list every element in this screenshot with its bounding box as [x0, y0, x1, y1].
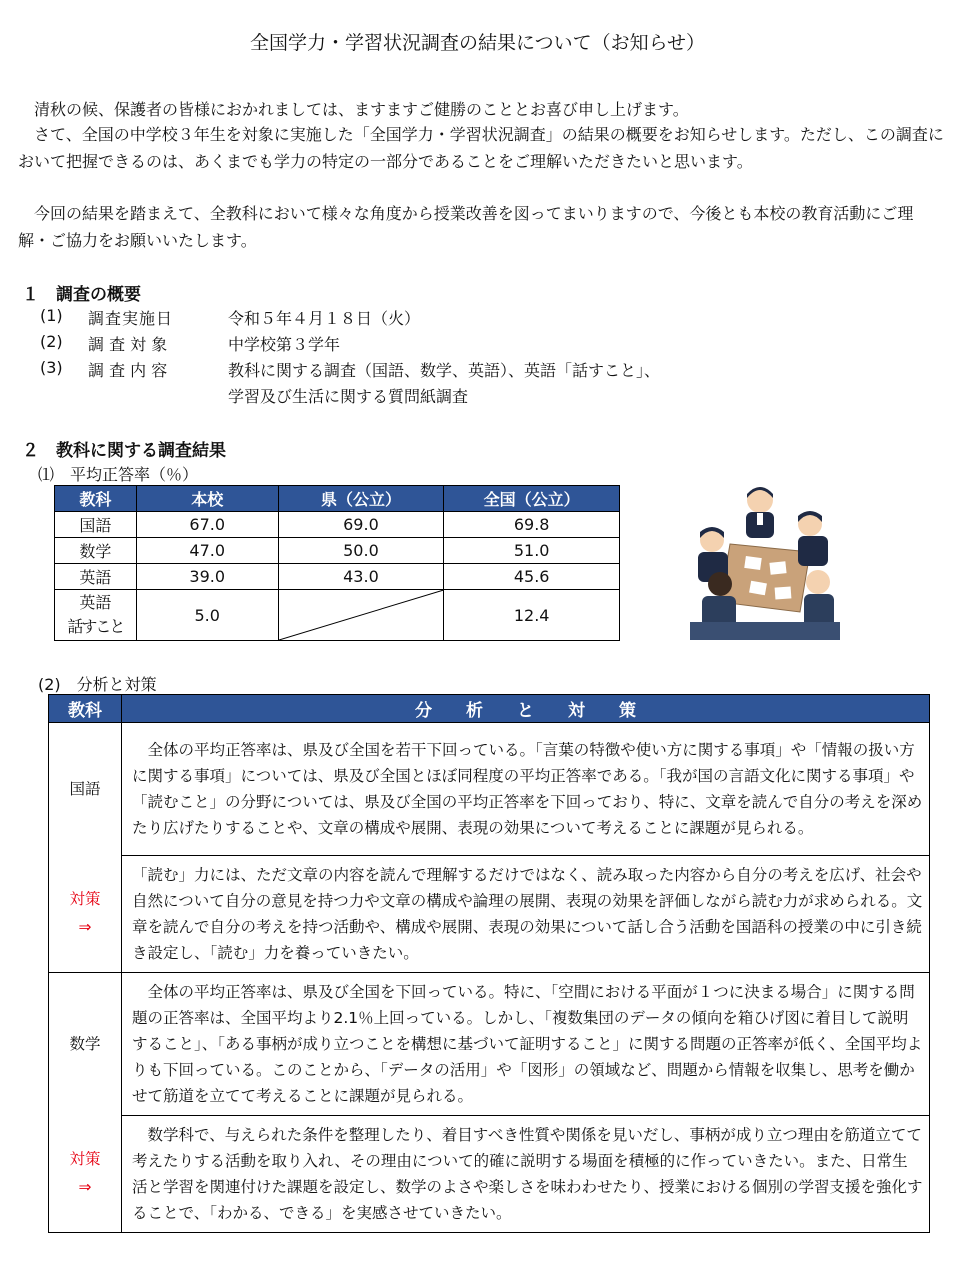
- table-row: [55, 590, 620, 641]
- header-subject: 教科: [49, 695, 122, 723]
- diagonal-slash-icon: [279, 590, 444, 640]
- table-row: [55, 538, 620, 564]
- subject-cell: 英語: [55, 564, 137, 590]
- overview-item-3-value2: 学習及び生活に関する質問紙調査: [228, 387, 469, 406]
- school-score: 5.0: [136, 590, 278, 641]
- score-table: [54, 485, 620, 641]
- section2-heading: ２ 教科に関する調査結果: [22, 441, 226, 461]
- school-score: 47.0: [136, 538, 278, 564]
- header-nation: 全国（公立）: [444, 486, 620, 512]
- subject-cell: 国語: [49, 723, 122, 856]
- overview-item-1-label: 調査実施日: [88, 309, 174, 328]
- score-table-header: [55, 486, 620, 512]
- intro-text-2: さて、全国の中学校３年生を対象に実施した「全国学力・学習状況調査」の結果の概要をお知らせします。ただし、この調査において把握できるのは、あくまでも学力の特定の一部分であることをご理解いただきたいと思います。: [18, 125, 944, 171]
- nation-score: 69.8: [444, 512, 620, 538]
- intro-paragraph-3: [18, 200, 944, 254]
- nation-score: 12.4: [444, 590, 620, 641]
- pref-score: 69.0: [278, 512, 444, 538]
- overview-item-2-label: 調 査 対 象: [88, 335, 168, 354]
- section1-heading: １ 調査の概要: [22, 285, 141, 305]
- pref-score-empty: [278, 590, 444, 641]
- overview-item-2-value: 中学校第３学年: [228, 335, 341, 354]
- subsection-1-label: ⑴ 平均正答率（％）: [38, 465, 199, 484]
- school-score: 39.0: [136, 564, 278, 590]
- table-row: [49, 1115, 930, 1232]
- overview-item-3-label: 調 査 内 容: [88, 361, 168, 380]
- intro-paragraph-2: [18, 121, 944, 175]
- analysis-table-header: [49, 695, 930, 723]
- page-title: 全国学力・学習状況調査の結果について（お知らせ）: [249, 32, 706, 54]
- table-row: [49, 972, 930, 1115]
- students-discussion-illustration-icon: [690, 482, 840, 640]
- subject-cell: 数学: [49, 972, 122, 1115]
- table-row: [55, 564, 620, 590]
- measure-text: 「読む」力には、ただ文章の内容を読んで理解するだけではなく、読み取った内容から自分の考えを広げ、社会や自然について自分の意見を持つ力や文章の構成や論理の展開、表現の効果を評価しながら読む力が求められる。文章を読んで自分の考えを持つ活動や、構成や展開、表現の効果について話し合う活動を国語科の授業の中に引き続き設定し、「読む」力を養っていきたい。: [122, 855, 930, 972]
- school-score: 67.0: [136, 512, 278, 538]
- subject-line-1: 英語: [79, 593, 112, 612]
- table-row: [55, 512, 620, 538]
- measure-label-cell: [49, 1115, 122, 1232]
- header-pref: 県（公立）: [278, 486, 444, 512]
- arrow-right-icon: ⇒: [78, 918, 92, 937]
- overview-item-2-num: (2): [40, 332, 63, 351]
- analysis-table: [48, 694, 930, 1233]
- nation-score: 45.6: [444, 564, 620, 590]
- subsection-2-label: (2) 分析と対策: [38, 675, 157, 694]
- analysis-text: 全体の平均正答率は、県及び全国を下回っている。特に、「空間における平面が１つに決まる場合」に関する問題の正答率は、全国平均より2.1％上回っている。しかし、「複数集団のデータの傾向を箱ひげ図に着目して説明すること」、「ある事柄が成り立つことを構想に基づいて証明すること」に関する問題の正答率が低く、全国平均よりも下回っている。このことから、「データの活用」や「図形」の領域など、問題から情報を収集し、思考を働かせて筋道を立てて考えることに課題が見られる。: [122, 972, 930, 1115]
- subject-cell: 国語: [55, 512, 137, 538]
- intro-text-3: 今回の結果を踏まえて、全教科において様々な角度から授業改善を図ってまいりますので、今後とも本校の教育活動にご理解・ご協力をお願いいたします。: [18, 204, 914, 250]
- table-row: [49, 855, 930, 972]
- table-row: [49, 723, 930, 856]
- pref-score: 43.0: [278, 564, 444, 590]
- analysis-text: 全体の平均正答率は、県及び全国を若干下回っている。「言葉の特徴や使い方に関する事項」や「情報の扱い方に関する事項」については、県及び全国とほぼ同程度の平均正答率である。「我が国の言語文化に関する事項」や「読むこと」の分野については、県及び全国の平均正答率を下回っており、特に、文章を読んで自分の考えを深めたり広げたりすることや、文章の構成や展開、表現の効果について考えることに課題が見られる。: [122, 723, 930, 856]
- intro-text-1: 清秋の候、保護者の皆様におかれましては、ますますご健勝のこととお喜び申し上げます。: [34, 100, 689, 119]
- header-subject: 教科: [55, 486, 137, 512]
- pref-score: 50.0: [278, 538, 444, 564]
- overview-item-3-value: 教科に関する調査（国語、数学、英語）、英語「話すこと」、: [228, 361, 661, 380]
- overview-item-3-num: (3): [40, 358, 63, 377]
- measure-label-cell: [49, 855, 122, 972]
- overview-item-1-value: 令和５年４月１８日（火）: [228, 309, 421, 328]
- subject-line-2: 話すこと: [67, 617, 124, 636]
- subject-cell: [55, 590, 137, 641]
- intro-paragraph-1: [18, 96, 944, 123]
- subject-cell: 数学: [55, 538, 137, 564]
- measure-label: 対策: [69, 1150, 101, 1169]
- overview-item-1-num: (1): [40, 306, 63, 325]
- measure-text: 数学科で、与えられた条件を整理したり、着目すべき性質や関係を見いだし、事柄が成り立つ理由を筋道立てて考えたりする活動を取り入れ、その理由について的確に説明する場面を積極的に作っていきたい。また、日常生活と学習を関連付けた課題を設定し、数学のよさや楽しさを味わわせたり、授業における個別の学習支援を強化することで、「わかる、できる」を実感させていきたい。: [122, 1115, 930, 1232]
- header-analysis: 分 析 と 対 策: [122, 695, 930, 723]
- measure-label: 対策: [69, 890, 101, 909]
- arrow-right-icon: ⇒: [78, 1178, 92, 1197]
- nation-score: 51.0: [444, 538, 620, 564]
- header-school: 本校: [136, 486, 278, 512]
